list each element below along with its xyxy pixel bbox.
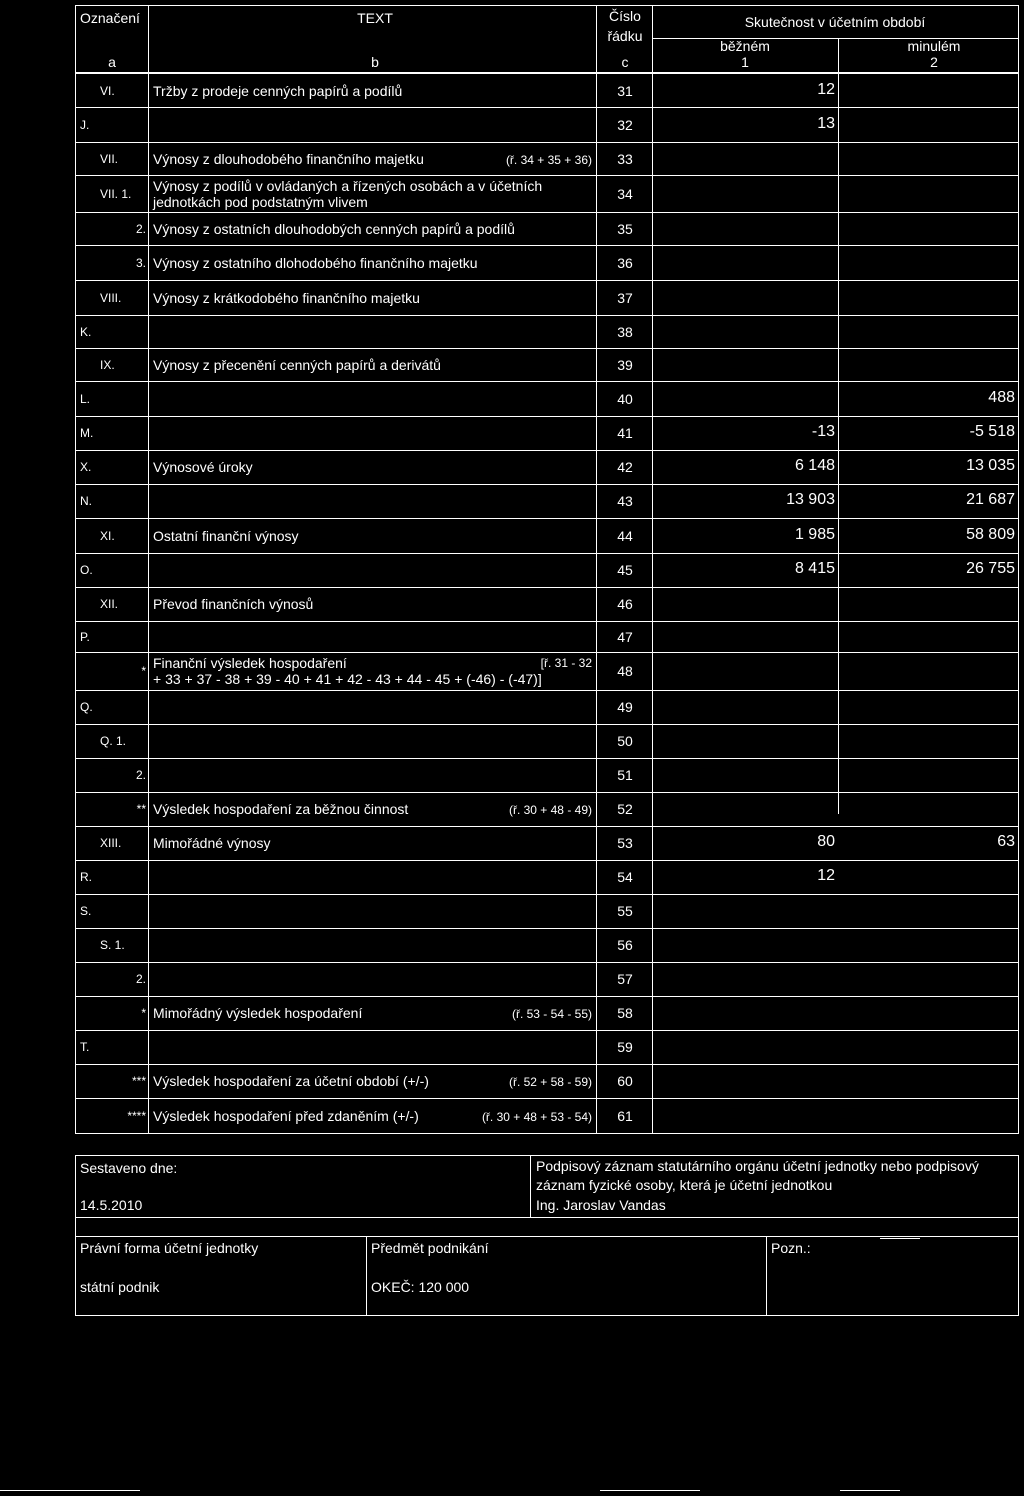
row-line-number: 49 (617, 699, 633, 715)
row-text-2: jednotkách pod podstatným vlivem (153, 194, 368, 210)
row-separator (75, 1098, 1019, 1099)
row-separator (75, 1030, 1019, 1031)
row-code: Q. 1. (100, 734, 127, 748)
row-code: VII. (100, 152, 119, 166)
row-formula: (ř. 34 + 35 + 36) (505, 153, 592, 167)
row-current-value: 12 (817, 867, 835, 884)
row-current-value: 1 985 (794, 526, 835, 543)
row-text: Mimořádné výnosy (153, 835, 271, 851)
header-current-period: běžném (720, 38, 770, 54)
row-code: L. (80, 392, 91, 406)
row-code: XI. (100, 529, 115, 543)
row-code: K. (80, 325, 92, 339)
row-line-number: 57 (617, 971, 633, 987)
row-line-number: 33 (617, 151, 633, 167)
row-previous-value: 58 809 (966, 526, 1015, 543)
header-letter-a: a (108, 54, 116, 70)
row-separator (75, 1133, 1019, 1134)
row-separator (75, 315, 1019, 316)
row-previous-value: -5 518 (969, 423, 1015, 440)
row-line-number: 43 (617, 493, 633, 509)
row-current-value: 12 (817, 81, 835, 98)
row-current-value: 8 415 (794, 560, 835, 577)
header-letter-b: b (371, 54, 379, 70)
row-separator (75, 518, 1019, 519)
row-code: **** (127, 1109, 146, 1123)
row-separator (75, 175, 1019, 176)
row-code: XIII. (100, 836, 122, 850)
row-separator (75, 212, 1019, 213)
row-text: Finanční výsledek hospodaření (153, 655, 347, 671)
row-line-number: 32 (617, 117, 633, 133)
row-separator (75, 690, 1019, 691)
row-previous-value: 26 755 (966, 560, 1015, 577)
row-separator (75, 280, 1019, 281)
row-code: R. (80, 870, 92, 884)
row-separator (75, 245, 1019, 246)
row-code: VI. (100, 84, 115, 98)
header-letter-c: c (621, 54, 629, 70)
signature-label-2: záznam fyzické osoby, která je účetní jednotkou (536, 1177, 833, 1193)
row-separator (75, 348, 1019, 349)
row-line-number: 56 (617, 937, 633, 953)
row-text: Výsledek hospodaření před zdaněním (+/-) (153, 1108, 419, 1124)
header-previous-period: minulém (907, 38, 961, 54)
row-line-number: 50 (617, 733, 633, 749)
row-code: J. (80, 118, 90, 132)
row-line-number: 54 (617, 869, 633, 885)
row-separator (75, 450, 1019, 451)
row-line-number: 34 (617, 186, 633, 202)
business-label: Předmět podnikání (371, 1240, 489, 1256)
row-line-number: 39 (617, 357, 633, 373)
row-code: X. (80, 460, 92, 474)
row-code: IX. (100, 358, 115, 372)
row-line-number: 60 (617, 1073, 633, 1089)
legal-form-value: státní podnik (80, 1279, 160, 1295)
row-line-number: 41 (617, 425, 633, 441)
header-number-2: 2 (930, 54, 938, 70)
row-text: Ostatní finanční výnosy (153, 528, 299, 544)
row-code: VIII. (100, 291, 122, 305)
row-text: Výnosy z ostatního dlohodobého finančního majetku (153, 255, 478, 271)
row-current-value: 80 (817, 833, 835, 850)
row-separator (75, 381, 1019, 382)
row-separator (75, 416, 1019, 417)
compiled-label: Sestaveno dne: (80, 1160, 178, 1176)
row-line-number: 45 (617, 562, 633, 578)
row-code: ** (136, 802, 146, 816)
row-line-number: 53 (617, 835, 633, 851)
row-code: *** (131, 1074, 146, 1088)
note-label: Pozn.: (771, 1240, 811, 1256)
row-line-number: 37 (617, 290, 633, 306)
row-formula: (ř. 53 - 54 - 55) (511, 1007, 592, 1021)
row-line-number: 48 (617, 663, 633, 679)
row-text: Výsledek hospodaření za běžnou činnost (153, 801, 409, 817)
row-line-number: 61 (617, 1108, 633, 1124)
row-separator (75, 894, 1019, 895)
row-line-number: 58 (617, 1005, 633, 1021)
header-number-1: 1 (741, 54, 749, 70)
row-formula: (ř. 30 + 48 + 53 - 54) (481, 1110, 592, 1124)
row-code: 2. (135, 972, 146, 986)
row-line-number: 35 (617, 221, 633, 237)
row-text-2: + 33 + 37 - 38 + 39 - 40 + 41 + 42 - 43 + 44 - 45 + (-46) - (-47)] (153, 671, 542, 687)
row-separator (75, 621, 1019, 622)
row-code: O. (80, 563, 93, 577)
row-formula: (ř. 30 + 48 - 49) (508, 803, 592, 817)
row-separator (75, 758, 1019, 759)
row-separator (75, 724, 1019, 725)
row-previous-value: 21 687 (966, 491, 1015, 508)
row-code: P. (80, 630, 90, 644)
row-code: 2. (135, 768, 146, 782)
row-text: Výnosy z podílů v ovládaných a řízených osobách a v účetních (153, 178, 543, 194)
row-previous-value: 63 (997, 833, 1015, 850)
row-line-number: 31 (617, 83, 633, 99)
row-line-number: 52 (617, 801, 633, 817)
row-text: Převod finančních výnosů (153, 596, 314, 612)
row-formula: (ř. 52 + 58 - 59) (508, 1075, 592, 1089)
compiled-date: 14.5.2010 (80, 1197, 143, 1213)
row-code: 2. (135, 222, 146, 236)
row-line-number: 51 (617, 767, 633, 783)
signature-name: Ing. Jaroslav Vandas (536, 1197, 666, 1213)
row-separator (75, 652, 1019, 653)
row-code: N. (80, 494, 92, 508)
row-text: Výnosy z krátkodobého finančního majetku (153, 290, 420, 306)
row-code: XII. (100, 597, 119, 611)
row-separator (75, 996, 1019, 997)
row-current-value: 13 903 (786, 491, 835, 508)
row-code: S. (80, 904, 92, 918)
row-line-number: 38 (617, 324, 633, 340)
row-separator (75, 107, 1019, 108)
row-text: Výnosy z přecenění cenných papírů a derivátů (153, 357, 441, 373)
row-separator (75, 826, 1019, 827)
row-code: VII. 1. (100, 187, 132, 201)
row-code: M. (80, 426, 94, 440)
row-separator (75, 928, 1019, 929)
business-value: OKEČ: 120 000 (371, 1279, 470, 1295)
row-line-number: 59 (617, 1039, 633, 1055)
row-current-value: 13 (817, 115, 835, 132)
row-text: Výnosy z dlouhodobého finančního majetku (153, 151, 424, 167)
legal-form-label: Právní forma účetní jednotky (80, 1240, 259, 1256)
header-text: TEXT (357, 10, 393, 26)
row-line-number: 36 (617, 255, 633, 271)
row-line-number: 42 (617, 459, 633, 475)
header-designation: Označení (80, 10, 140, 26)
row-previous-value: 13 035 (966, 457, 1015, 474)
row-line-number: 46 (617, 596, 633, 612)
signature-label-1: Podpisový záznam statutárního orgánu účetní jednotky nebo podpisový (536, 1158, 979, 1174)
row-separator (75, 860, 1019, 861)
header-line-number: Číslo (609, 8, 641, 24)
row-current-value: -13 (811, 423, 835, 440)
row-separator (75, 553, 1019, 554)
row-code: T. (80, 1040, 90, 1054)
row-text: Mimořádný výsledek hospodaření (153, 1005, 363, 1021)
row-line-number: 40 (617, 391, 633, 407)
header-period: Skutečnost v účetním období (744, 14, 926, 30)
row-current-value: 6 148 (794, 457, 835, 474)
row-separator (75, 962, 1019, 963)
header-line-number-2: řádku (607, 28, 643, 44)
row-formula: [ř. 31 - 32 (540, 656, 592, 670)
row-code: S. 1. (100, 938, 125, 952)
row-text: Výsledek hospodaření za účetní období (+/-) (153, 1073, 429, 1089)
row-line-number: 47 (617, 629, 633, 645)
row-text: Výnosy z ostatních dlouhodobých cenných papírů a podílů (153, 221, 515, 237)
row-code: * (141, 1006, 146, 1020)
row-line-number: 44 (617, 528, 633, 544)
row-separator (75, 587, 1019, 588)
row-separator (75, 142, 1019, 143)
row-separator (75, 792, 1019, 793)
row-separator (75, 1064, 1019, 1065)
row-line-number: 55 (617, 903, 633, 919)
row-previous-value: 488 (988, 389, 1015, 406)
row-text: Tržby z prodeje cenných papírů a podílů (153, 83, 403, 99)
row-code: * (141, 664, 146, 678)
row-separator (75, 484, 1019, 485)
row-code: Q. (80, 700, 93, 714)
row-text: Výnosové úroky (153, 459, 253, 475)
row-code: 3. (135, 256, 146, 270)
